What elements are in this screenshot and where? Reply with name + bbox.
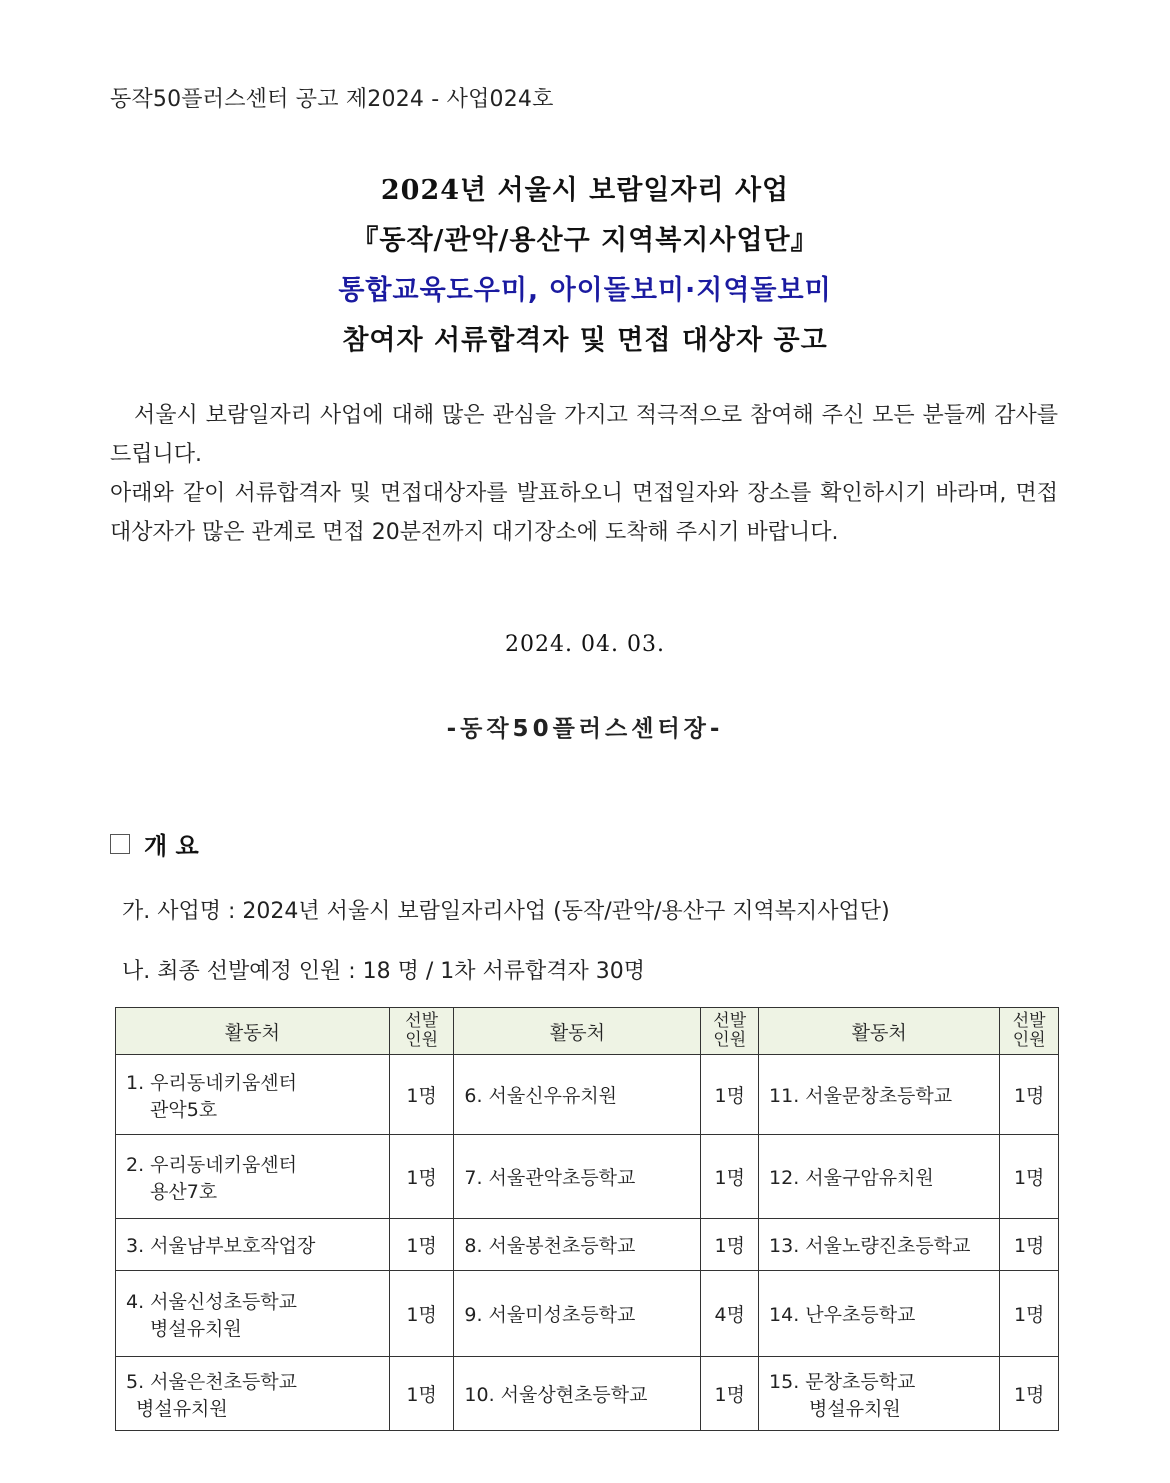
site-cell: 5. 서울은천초등학교 병설유치원 [116,1357,390,1431]
body-paragraph-2: 아래와 같이 서류합격자 및 면접대상자를 발표하오니 면접일자와 장소를 확인하시기 바라며, 면접대상자가 많은 관계로 면접 20분전까지 대기장소에 도착해 주시기 바랍니다. [110,481,1058,545]
header-site: 활동처 [759,1008,1000,1055]
header-site: 활동처 [116,1008,390,1055]
overview-item-project-name: 가. 사업명 : 2024년 서울시 보람일자리사업 (동작/관악/용산구 지역복지사업단) [122,899,890,924]
count-cell: 1명 [701,1357,759,1431]
site-cell: 6. 서울신우유치원 [454,1055,701,1135]
site-cell: 13. 서울노량진초등학교 [759,1219,1000,1271]
site-cell: 12. 서울구암유치원 [759,1135,1000,1219]
document-title [0,166,1170,366]
count-cell: 1명 [701,1219,759,1271]
header-site: 활동처 [454,1008,701,1055]
count-cell: 4명 [701,1271,759,1357]
notice-date: 2024. 04. 03. [505,632,665,657]
count-cell: 1명 [389,1357,454,1431]
count-cell: 1명 [1000,1135,1059,1219]
table-row [116,1271,1059,1357]
empty-square-icon [110,834,130,854]
notice-number: 동작50플러스센터 공고 제2024 - 사업024호 [110,87,554,112]
signer: -동작50플러스센터장- [446,716,724,742]
title-line-3: 통합교육도우미, 아이돌보미·지역돌보미 [338,275,832,306]
site-cell: 7. 서울관악초등학교 [454,1135,701,1219]
body-text [110,396,1058,552]
title-line-4: 참여자 서류합격자 및 면접 대상자 공고 [342,325,828,356]
section-heading-label: 개 요 [144,832,199,860]
count-cell: 1명 [1000,1055,1059,1135]
site-cell: 9. 서울미성초등학교 [454,1271,701,1357]
title-line-1: 2024년 서울시 보람일자리 사업 [380,175,790,206]
count-cell: 1명 [701,1055,759,1135]
body-paragraph-1: 서울시 보람일자리 사업에 대해 많은 관심을 가지고 적극적으로 참여해 주신 모든 분들께 감사를 드립니다. [110,403,1058,467]
site-cell: 1. 우리동네키움센터 관악5호 [116,1055,390,1135]
header-count: 선발 인원 [701,1008,759,1055]
table-row [116,1219,1059,1271]
header-count: 선발 인원 [1000,1008,1059,1055]
site-cell: 15. 문창초등학교 병설유치원 [759,1357,1000,1431]
table-header-row [116,1008,1059,1055]
overview-item-headcount: 나. 최종 선발예정 인원 : 18 명 / 1차 서류합격자 30명 [122,959,646,984]
title-line-2: 『동작/관악/용산구 지역복지사업단』 [351,225,819,256]
count-cell: 1명 [389,1219,454,1271]
count-cell: 1명 [701,1135,759,1219]
site-cell: 8. 서울봉천초등학교 [454,1219,701,1271]
count-cell: 1명 [1000,1271,1059,1357]
site-cell: 2. 우리동네키움센터 용산7호 [116,1135,390,1219]
count-cell: 1명 [1000,1357,1059,1431]
section-heading [110,826,199,861]
site-cell: 14. 난우초등학교 [759,1271,1000,1357]
sites-table [115,1007,1059,1431]
count-cell: 1명 [1000,1219,1059,1271]
site-cell: 4. 서울신성초등학교 병설유치원 [116,1271,390,1357]
table-row [116,1135,1059,1219]
table-row [116,1055,1059,1135]
site-cell: 3. 서울남부보호작업장 [116,1219,390,1271]
header-count: 선발 인원 [389,1008,454,1055]
site-cell: 11. 서울문창초등학교 [759,1055,1000,1135]
count-cell: 1명 [389,1135,454,1219]
count-cell: 1명 [389,1271,454,1357]
count-cell: 1명 [389,1055,454,1135]
table-row [116,1357,1059,1431]
site-cell: 10. 서울상현초등학교 [454,1357,701,1431]
